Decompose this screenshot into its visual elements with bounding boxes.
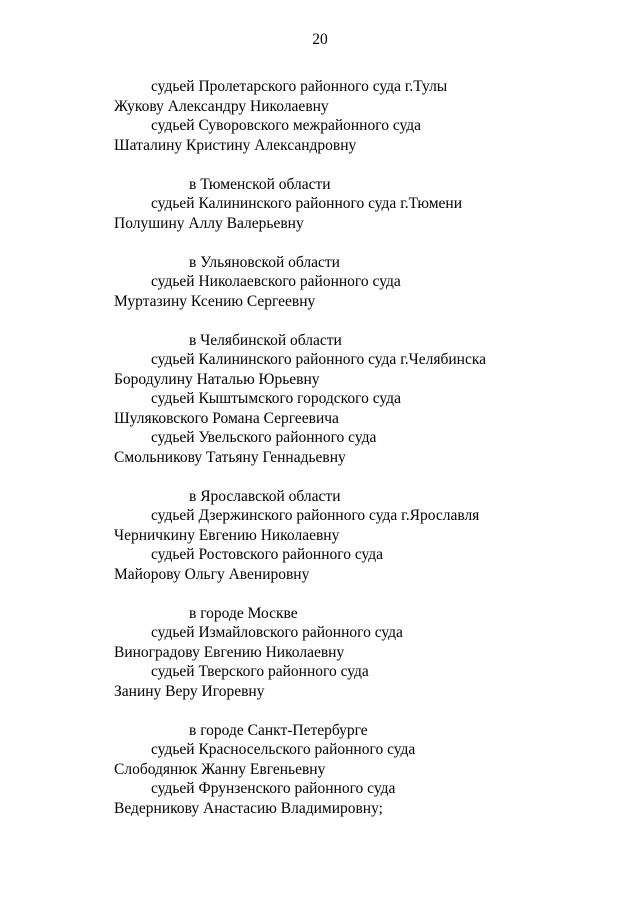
- document-body: [114, 77, 614, 818]
- court-line: судьей Калининского районного суда г.Тюмени: [151, 195, 463, 212]
- judge-name-line: Шуляковского Романа Сергеевича: [114, 409, 339, 427]
- paragraph-gap: [114, 155, 614, 175]
- region-heading: в Тюменской области: [189, 175, 331, 193]
- court-line: судьей Николаевского районного суда: [151, 273, 401, 290]
- region-heading: в Ярославской области: [189, 487, 341, 505]
- judge-name-line: Ведерникову Анастасию Владимировну;: [114, 799, 383, 817]
- paragraph-gap: [114, 233, 614, 253]
- judge-name-line: Муртазину Ксению Сергеевну: [114, 292, 316, 310]
- region-heading: в Ульяновской области: [189, 253, 340, 271]
- court-line: судьей Кыштымского городского суда: [151, 390, 401, 407]
- judge-name-line: Жукову Александру Николаевну: [114, 97, 329, 115]
- paragraph-gap: [114, 467, 614, 487]
- court-line: судьей Пролетарского районного суда г.Тулы: [151, 78, 448, 95]
- paragraph-gap: [114, 701, 614, 721]
- court-line: судьей Увельского районного суда: [151, 429, 377, 446]
- court-line: судьей Красносельского районного суда: [151, 741, 416, 758]
- court-line: судьей Калининского районного суда г.Челябинска: [151, 351, 487, 368]
- page-number: 20: [312, 31, 328, 48]
- judge-name-line: Слободянюк Жанну Евгеньевну: [114, 760, 326, 778]
- judge-name-line: Смольникову Татьяну Геннадьевну: [114, 448, 346, 466]
- judge-name-line: Шаталину Кристину Александровну: [114, 136, 357, 154]
- court-line: судьей Дзержинского районного суда г.Ярославля: [151, 507, 480, 524]
- judge-name-line: Бородулину Наталью Юрьевну: [114, 370, 320, 388]
- judge-name-line: Полушину Аллу Валерьевну: [114, 214, 304, 232]
- court-line: судьей Ростовского районного суда: [151, 546, 384, 563]
- judge-name-line: Майорову Ольгу Авенировну: [114, 565, 310, 583]
- judge-name-line: Черничкину Евгению Николаевну: [114, 526, 340, 544]
- region-heading: в Челябинской области: [189, 331, 342, 349]
- judge-name-line: Занину Веру Игоревну: [114, 682, 265, 700]
- paragraph-gap: [114, 311, 614, 331]
- court-line: судьей Фрунзенского районного суда: [151, 780, 396, 797]
- region-heading: в городе Москве: [189, 604, 298, 622]
- court-line: судьей Суворовского межрайонного суда: [151, 117, 422, 134]
- region-heading: в городе Санкт-Петербурге: [189, 721, 368, 739]
- judge-name-line: Виноградову Евгению Николаевну: [114, 643, 345, 661]
- court-line: судьей Тверского районного суда: [151, 663, 369, 680]
- paragraph-gap: [114, 584, 614, 604]
- court-line: судьей Измайловского районного суда: [151, 624, 403, 641]
